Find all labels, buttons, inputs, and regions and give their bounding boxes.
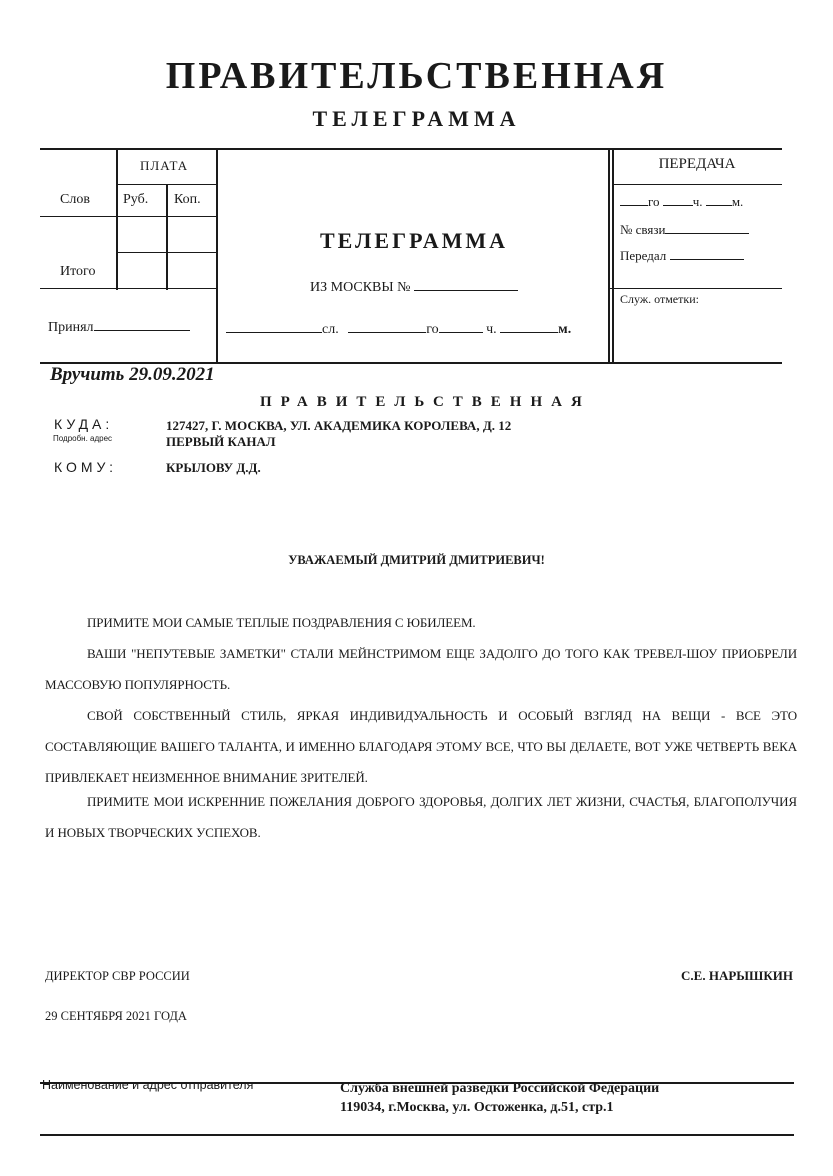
plata-hline-3 bbox=[116, 252, 216, 253]
rub-label: Руб. bbox=[123, 192, 149, 207]
komu-label: КОМУ: bbox=[54, 459, 118, 475]
kuda-label: КУДА: bbox=[54, 416, 114, 432]
service-notes-label: Служ. отметки: bbox=[620, 292, 699, 306]
telegram-header-form bbox=[40, 148, 782, 364]
plata-divider-3 bbox=[116, 216, 118, 290]
telegram-center-title: ТЕЛЕГРАММА bbox=[319, 228, 509, 253]
salutation: УВАЖАЕМЫЙ ДМИТРИЙ ДМИТРИЕВИЧ! bbox=[288, 553, 545, 567]
plata-hline-1 bbox=[116, 184, 216, 185]
form-divider-right bbox=[608, 150, 610, 362]
kop-label: Коп. bbox=[174, 192, 201, 207]
peredacha-label: ПЕРЕДАЧА bbox=[658, 156, 736, 172]
plata-hline-2 bbox=[40, 216, 216, 217]
prinyal-field: Принял bbox=[48, 320, 190, 336]
recipient-name: КРЫЛОВУ Д.Д. bbox=[166, 460, 261, 475]
paragraph-3: СВОЙ СОБСТВЕННЫЙ СТИЛЬ, ЯРКАЯ ИНДИВИДУАЛЬНОСТЬ И ОСОБЫЙ ВЗГЛЯД НА ВЕЩИ - ВСЕ ЭТО СОСТАВЛЯЮЩИЕ ВАШЕГО ТАЛАНТА, И ИМЕННО БЛАГОДАРЯ ЭТОМУ ВСЕ, ЧТО ВЫ ДЕЛАЕТЕ, ВОТ УЖЕ ЧЕТВЕРТЬ ВЕКА ПРИВЛЕКАЕТ НЕИЗМЕННОЕ ВНИМАНИЕ ЗРИТЕЛЕЙ. bbox=[45, 708, 797, 785]
plata-hline-4 bbox=[40, 288, 216, 289]
sender-name: С.Е. НАРЫШКИН bbox=[681, 968, 793, 983]
document-subtitle: ТЕЛЕГРАММА bbox=[312, 106, 521, 131]
right-hline-1 bbox=[612, 184, 782, 185]
peredal-field: Передал bbox=[620, 248, 744, 264]
plata-label: ПЛАТА bbox=[140, 158, 189, 173]
itogo-label: Итого bbox=[60, 264, 96, 279]
footer-rule-bottom bbox=[40, 1134, 794, 1136]
sender-position: ДИРЕКТОР СВР РОССИИ bbox=[45, 969, 190, 983]
form-divider-left bbox=[216, 150, 218, 362]
address-line-1: 127427, Г. МОСКВА, УЛ. АКАДЕМИКА КОРОЛЕВА, Д. 12 bbox=[166, 418, 512, 433]
sender-organization: Служба внешней разведки Российской Федерации bbox=[340, 1081, 660, 1096]
transmit-time-field: го ч. м. bbox=[620, 194, 743, 210]
address-line-2: ПЕРВЫЙ КАНАЛ bbox=[166, 434, 276, 449]
sender-address: 119034, г.Москва, ул. Остоженка, д.51, стр.1 bbox=[340, 1100, 614, 1115]
paragraph-4: ПРИМИТЕ МОИ ИСКРЕННИЕ ПОЖЕЛАНИЯ ДОБРОГО ЗДОРОВЬЯ, ДОЛГИХ ЛЕТ ЖИЗНИ, СЧАСТЬЯ, БЛАГОПОЛУЧИЯ И НОВЫХ ТВОРЧЕСКИХ УСПЕХОВ. bbox=[45, 794, 797, 840]
document-title: ПРАВИТЕЛЬСТВЕННАЯ bbox=[165, 55, 668, 97]
plata-divider-2 bbox=[166, 184, 168, 290]
letter-date: 29 СЕНТЯБРЯ 2021 ГОДА bbox=[45, 1009, 187, 1023]
from-moscow-field: ИЗ МОСКВЫ № bbox=[218, 280, 610, 296]
paragraph-1: ПРИМИТЕ МОИ САМЫЕ ТЕПЛЫЕ ПОЗДРАВЛЕНИЯ С ЮБИЛЕЕМ. bbox=[87, 615, 476, 630]
deliver-date: Вручить 29.09.2021 bbox=[50, 364, 215, 385]
words-time-field: сл. го ч. м. bbox=[226, 322, 571, 338]
sender-label: Наименование и адрес отправителя bbox=[42, 1078, 254, 1092]
link-number-field: № связи bbox=[620, 222, 749, 238]
form-divider-right-2 bbox=[612, 150, 614, 362]
podrob-label: Подробн. адрес bbox=[53, 434, 113, 443]
right-hline-2 bbox=[608, 288, 782, 289]
paragraph-2: ВАШИ "НЕПУТЕВЫЕ ЗАМЕТКИ" СТАЛИ МЕЙНСТРИМОМ ЕЩЕ ЗАДОЛГО ДО ТОГО КАК ТРЕВЕЛ-ШОУ ПРИОБРЕЛИ МАССОВУЮ ПОПУЛЯРНОСТЬ. bbox=[45, 646, 797, 692]
slov-label: Слов bbox=[60, 192, 90, 207]
telegram-type: ПРАВИТЕЛЬСТВЕННАЯ bbox=[260, 394, 591, 410]
